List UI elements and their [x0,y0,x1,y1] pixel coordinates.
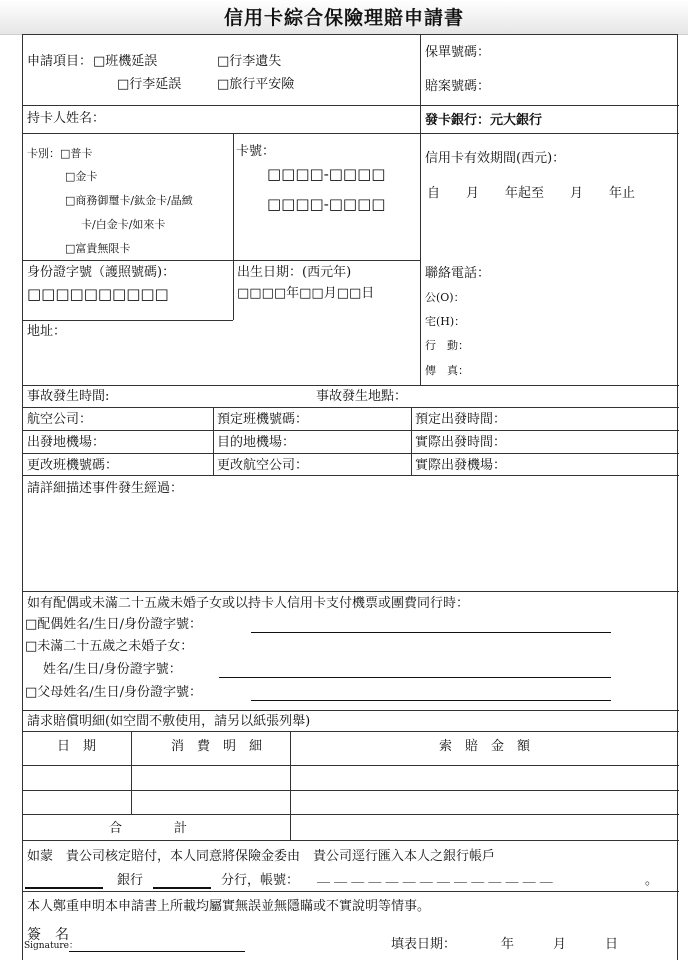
rule [23,891,679,892]
title-bar [0,0,688,35]
id-boxes[interactable]: □□□□□□□□□□ [27,285,169,303]
contact-fax: 傳 真： [425,364,469,377]
rule [23,430,679,431]
apply-label: 申請項目： [27,54,93,69]
valid-period-fields[interactable]: 自 月 年起至 月 年止 [427,186,636,201]
flight-no-label: 預定班機號碼： [217,412,309,427]
contact-mobile: 行 動： [425,339,469,352]
card-no-boxes-1[interactable]: □□□□-□□□□ [267,165,386,183]
rule [213,407,214,475]
card-type-business[interactable]: □商務御璽卡/鈦金卡/晶緻 [65,194,193,207]
rule [23,260,420,261]
rule [23,105,679,106]
option-baggage-loss[interactable]: □行李遺失 [217,54,282,69]
valid-period-label: 信用卡有效期間(西元)： [425,151,566,166]
rule [23,765,679,766]
rule [420,35,421,385]
signature-label: 簽 名 [27,927,69,943]
rule [23,814,679,815]
signature-line[interactable] [69,951,245,952]
date-fields[interactable]: 年 月 日 [501,937,619,952]
details-title: 請求賠償明細(如空間不敷使用，請另以紙張列舉) [27,714,311,729]
rule [23,320,233,321]
depart-airport-label: 出發地機場： [27,435,106,450]
id-label: 身份證字號（護照號碼)： [27,265,176,280]
incident-time-label: 事故發生時間: [27,389,110,404]
form-title: 信用卡綜合保險理賠申請書 [223,7,464,29]
total-label: 合 計 [109,821,188,836]
changed-flight-label: 更改班機號碼： [27,458,119,473]
bank-line[interactable] [25,887,103,889]
policy-no-label: 保單號碼： [425,45,491,60]
rule [290,731,291,840]
contact-office: 公(O)： [425,291,465,304]
holder-name-label: 持卡人姓名： [27,111,106,126]
rule [23,407,679,408]
describe-label: 請詳細描述事件發生經過： [27,481,184,496]
companion-intro: 如有配偶或未滿二十五歲未婚子女或以持卡人信用卡支付機票或團費同行時： [27,596,470,611]
actual-depart-label: 實際出發時間： [415,435,507,450]
col-desc: 消 費 明 細 [171,739,263,754]
dest-airport-label: 目的地機場： [217,435,296,450]
option-travel-accident[interactable]: □旅行平安險 [217,77,295,92]
branch-line[interactable] [153,887,211,889]
form-table [22,34,678,960]
claim-no-label: 賠案號碼： [425,79,491,94]
actual-airport-label: 實際出發機場： [415,458,507,473]
rule [23,475,679,476]
parents-line[interactable] [251,700,611,701]
child-label[interactable]: □未滿二十五歲之未婚子女： [25,639,194,654]
account-period: 。 [645,873,659,888]
col-amount: 索 賠 金 額 [439,739,531,754]
depart-time-label: 預定出發時間： [415,412,507,427]
contact-home: 宅(H)： [425,315,466,328]
spouse-line[interactable] [251,632,611,633]
rule [23,385,679,386]
rule [411,407,412,475]
contact-label: 聯絡電話： [425,266,491,281]
rule [23,591,679,592]
option-baggage-delay[interactable]: □行李延誤 [117,77,182,92]
payment-consent: 如蒙 貴公司核定賠付，本人同意將保險金委由 貴公司逕行匯入本人之銀行帳戶 [27,849,496,864]
branch-label: 分行，帳號： [221,873,300,888]
birth-boxes[interactable]: □□□□年□□月□□日 [237,286,375,301]
changed-airline-label: 更改航空公司： [217,458,309,473]
issuing-bank: 發卡銀行：元大銀行 [425,113,543,128]
child-line[interactable] [219,677,611,678]
rule [23,790,679,791]
col-date: 日 期 [57,739,97,754]
bank-label: 銀行 [117,873,144,888]
rule [131,731,132,815]
card-type-label[interactable]: 卡別：□普卡 [27,147,93,160]
card-no-boxes-2[interactable]: □□□□-□□□□ [267,195,386,213]
rule [233,133,234,320]
option-flight-delay[interactable]: □班機延誤 [93,54,158,69]
rule [23,133,679,134]
rule [23,840,679,841]
airline-label: 航空公司： [27,412,93,427]
declaration: 本人鄭重申明本申請書上所載均屬實無誤並無隱瞞或不實說明等情事。 [27,899,431,914]
date-label: 填表日期： [391,937,457,952]
spouse-label[interactable]: □配偶姓名/生日/身份證字號： [25,617,203,632]
rule [23,710,679,711]
signature-en: Signature： [24,941,79,951]
birth-label: 出生日期：(西元年) [237,265,352,280]
card-type-business-cont: 卡/白金卡/如來卡 [81,218,166,231]
card-type-infinite[interactable]: □富貴無限卡 [65,242,131,255]
address-label: 地址： [27,324,67,339]
card-no-label: 卡號： [236,144,276,159]
account-number-field[interactable]: ＿ ＿ ＿ ＿ ＿ ＿ ＿ ＿ ＿ ＿ ＿ ＿ ＿ ＿ [317,870,553,885]
rule [23,453,679,454]
parents-label[interactable]: □父母姓名/生日/身份證字號： [25,685,203,700]
card-type-gold[interactable]: □金卡 [65,170,98,183]
rule [23,731,679,732]
incident-place-label: 事故發生地點： [316,389,408,404]
child-detail-label: 姓名/生日/身份證字號： [43,662,182,677]
